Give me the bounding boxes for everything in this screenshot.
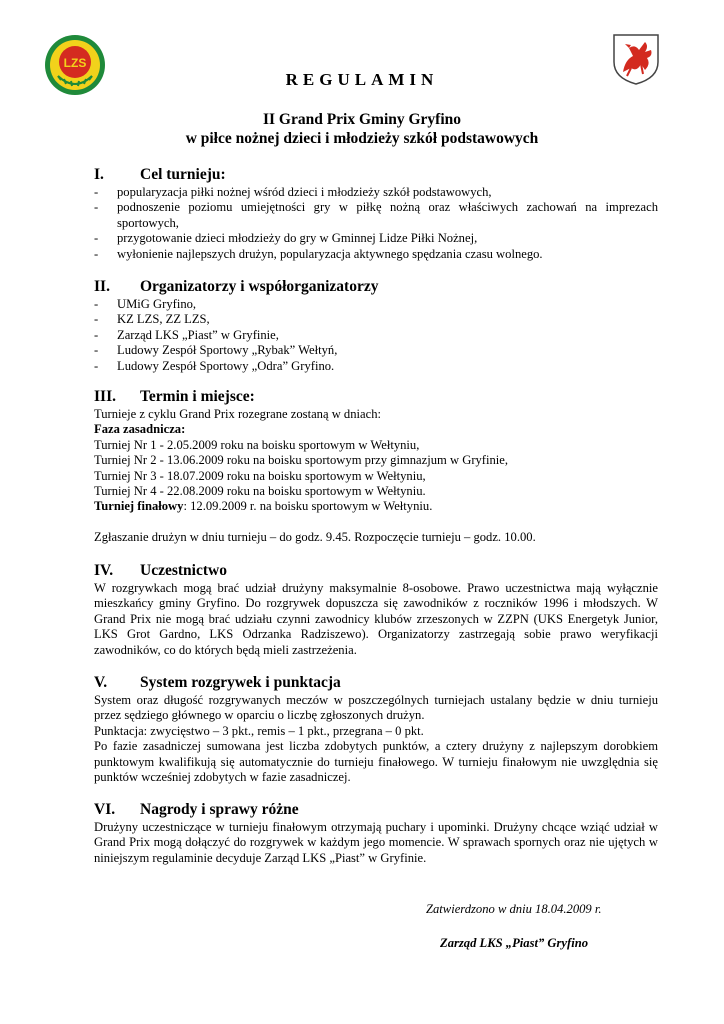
round-item: Turniej Nr 2 - 13.06.2009 roku na boisku sportowym przy gimnazjum w Gryfinie, bbox=[94, 453, 509, 468]
signature-line: Zarząd LKS „Piast” Gryfino bbox=[440, 936, 588, 950]
subtitle-line-2: w piłce nożnej dzieci i młodzieży szkół podstawowych bbox=[185, 130, 539, 147]
schedule-intro: Turnieje z cyklu Grand Prix rozegrane zostaną w dniach: bbox=[94, 407, 381, 421]
final-qualification-paragraph: Po fazie zasadniczej sumowana jest liczba zdobytych punktów, a cztery drużyny z najlepszym dorobkiem punktowym kwalifikują się automatycznie do turnieju finałowego. W turnieju finałowym nie uwzględnia się punktów wcześniej zdobytych w fazie zasadniczej. bbox=[94, 739, 658, 785]
section-heading: I. Cel turnieju: bbox=[94, 166, 226, 183]
approval-date: Zatwierdzono w dniu 18.04.2009 r. bbox=[426, 902, 602, 916]
list-item: - popularyzacja piłki nożnej wśród dzieci i młodzieży szkół podstawowych, bbox=[94, 185, 492, 199]
list-item: - Ludowy Zespół Sportowy „Rybak” Wełtyń, bbox=[94, 343, 338, 358]
system-paragraph: System oraz długość rozgrywanych meczów w poszczególnych turniejach ustalany będzie w dniu turnieju przez sędziego głównego w oparciu o liczbę zgłoszonych drużyn. bbox=[94, 693, 658, 723]
list-item: - KZ LZS, ZZ LZS, bbox=[94, 312, 210, 327]
final-round: Turniej finałowy: 12.09.2009 r. na boisku sportowym w Wełtyniu. bbox=[94, 499, 433, 514]
round-item: Turniej Nr 1 - 2.05.2009 roku na boisku sportowym w Wełtyniu, bbox=[94, 437, 420, 452]
lzs-logo-text: LZS bbox=[63, 56, 87, 70]
section-heading: VI. Nagrody i sprawy różne bbox=[94, 801, 299, 818]
list-item: - podnoszenie poziomu umiejętności gry w piłkę nożną oraz właściwych zachowań na imprezach sportowych, bbox=[94, 200, 658, 230]
section-heading: V. System rozgrywek i punktacja bbox=[94, 674, 341, 691]
registration-info: Zgłaszanie drużyn w dniu turnieju – do godz. 9.45. Rozpoczęcie turnieju – godz. 10.00. bbox=[94, 529, 536, 544]
scoring-paragraph: Punktacja: zwycięstwo – 3 pkt., remis – 1 pkt., przegrana – 0 pkt. bbox=[94, 723, 424, 738]
participation-text: W rozgrywkach mogą brać udział drużyny maksymalnie 8-osobowe. Prawo uczestnictwa mają wyłącznie mieszkańcy gminy Gryfino. Do rozgrywek dopuszcza się zawodników z roczników 1996 i młodszych. W Grand Prix nie mogą brać udziału czynni zawodnicy klubów zrzeszonych w ZZPN (UKS Energetyk Junior, LKS Grot Gardno, LKS Odrzanka Radziszewo). Organizatorzy zastrzegają sobie prawo weryfikacji zawodników, co do których będą mieli zastrzeżenia. bbox=[94, 581, 658, 657]
section-participation bbox=[94, 562, 658, 658]
list-item: - UMiG Gryfino, bbox=[94, 297, 197, 311]
section-goals bbox=[94, 166, 658, 262]
phase-label: Faza zasadnicza: bbox=[94, 422, 186, 437]
section-heading: III. Termin i miejsce: bbox=[94, 388, 255, 405]
list-item: - wyłonienie najlepszych drużyn, popularyzacja aktywnego spędzania czasu wolnego. bbox=[94, 246, 543, 261]
prizes-text: Drużyny uczestniczące w turnieju finałowym otrzymają puchary i upominki. Drużyny chcące wziąć udział w Grand Prix mogą dołączyć do rozgrywek w każdym jego momencie. W sprawach spornych oraz nie ujętych w niniejszym regulaminie decyduje Zarząd LKS „Piast” w Gryfinie. bbox=[94, 820, 658, 865]
section-prizes bbox=[94, 801, 658, 866]
list-item: - Zarząd LKS „Piast” w Gryfinie, bbox=[94, 327, 279, 342]
round-item: Turniej Nr 4 - 22.08.2009 roku na boisku sportowym w Wełtyniu. bbox=[94, 484, 426, 499]
list-item: - Ludowy Zespół Sportowy „Odra” Gryfino. bbox=[94, 358, 335, 373]
subtitle-line-1: II Grand Prix Gminy Gryfino bbox=[262, 111, 462, 128]
document-title: REGULAMIN bbox=[285, 70, 439, 89]
section-schedule bbox=[94, 388, 658, 545]
section-organizers bbox=[94, 278, 658, 374]
section-heading: II. Organizatorzy i współorganizatorzy bbox=[94, 278, 379, 295]
section-system bbox=[94, 674, 658, 785]
round-item: Turniej Nr 3 - 18.07.2009 roku na boisku sportowym w Wełtyniu, bbox=[94, 468, 426, 483]
list-item: - przygotowanie dzieci młodzieży do gry w Gminnej Lidze Piłki Nożnej, bbox=[94, 231, 478, 246]
section-heading: IV. Uczestnictwo bbox=[94, 562, 227, 579]
